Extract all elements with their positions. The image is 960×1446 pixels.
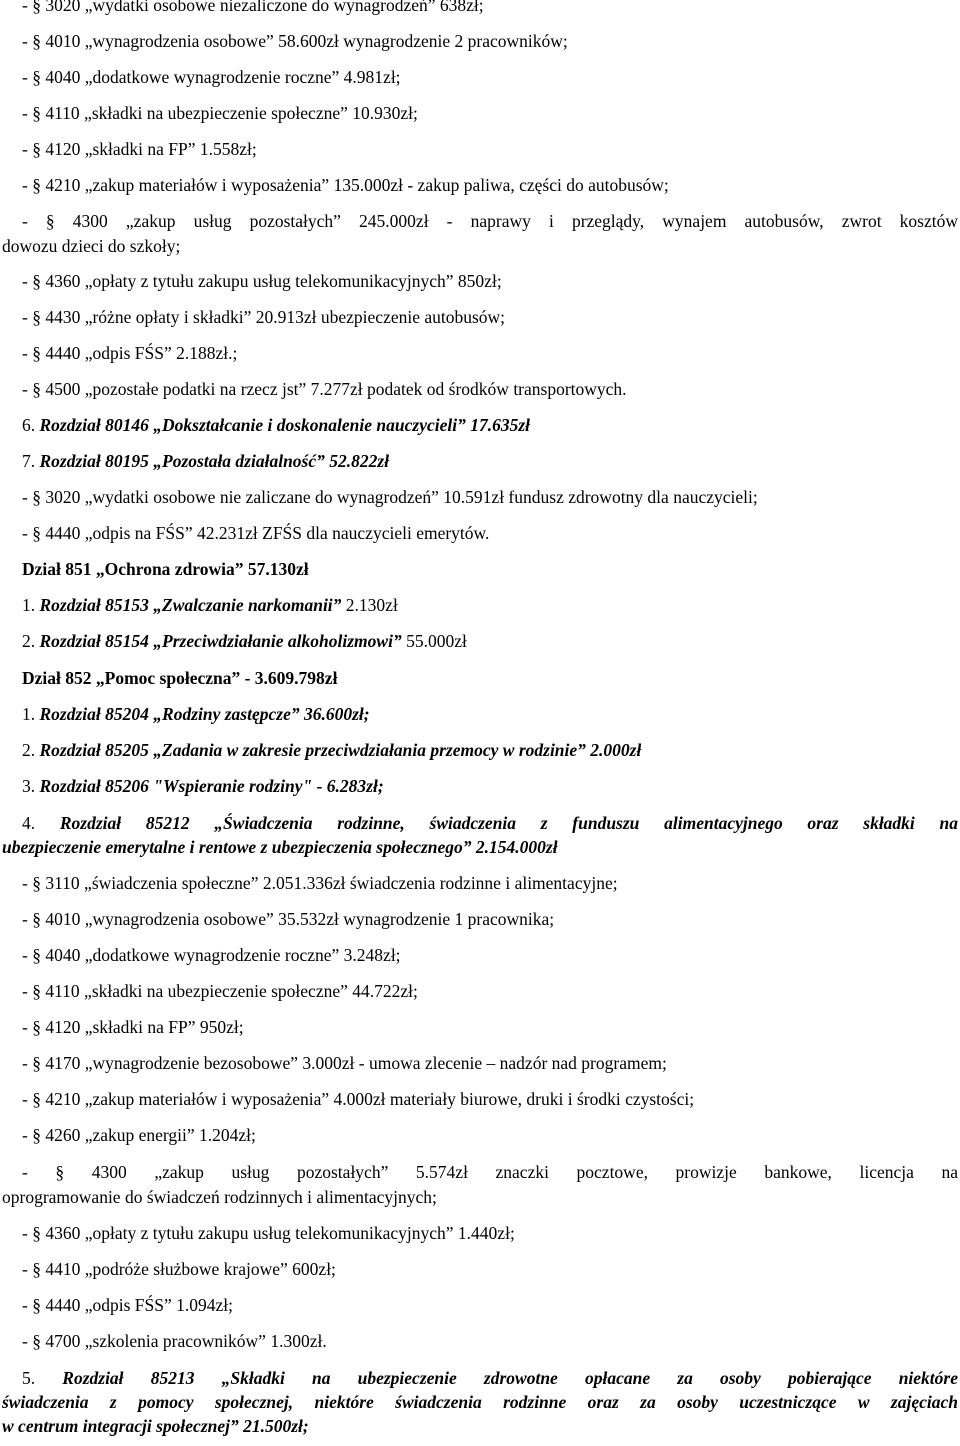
text-line: - § 4440 „odpis FŚS” 1.094zł; <box>22 1295 233 1315</box>
heading-continuation: świadczenia z pomocy społecznej, niektóre świadczenia rodzinne oraz za osoby uczestniczące w zajęciach <box>2 1392 958 1412</box>
text-line: - § 3020 „wydatki osobowe niezaliczone do wynagrodzeń” 638zł; <box>22 0 484 15</box>
heading-continuation: ubezpieczenie emerytalne i rentowe z ubezpieczenia społecznego” 2.154.000zł <box>2 837 558 857</box>
text-line: - § 4210 „zakup materiałów i wyposażenia” 135.000zł - zakup paliwa, części do autobusów; <box>22 175 669 195</box>
heading-amount: 2.130zł <box>341 595 398 615</box>
heading-title: Rozdział 85213 „Składki na ubezpieczenie zdrowotne opłacane za osoby pobierające niektóre <box>62 1368 958 1388</box>
heading-number: 1. <box>22 595 40 615</box>
heading-title: Rozdział 85205 „Zadania w zakresie przeciwdziałania przemocy w rodzinie” 2.000zł <box>39 740 642 760</box>
text-line: - § 4110 „składki na ubezpieczenie społeczne” 44.722zł; <box>22 981 418 1001</box>
text-line: - § 4700 „szkolenia pracowników” 1.300zł. <box>22 1331 327 1351</box>
heading-number: 2. <box>22 740 40 760</box>
heading-number: 6. <box>22 415 40 435</box>
text-line: - § 4500 „pozostałe podatki na rzecz jst” 7.277zł podatek od środków transportowych. <box>22 379 627 399</box>
text-line: - § 4440 „odpis na FŚS” 42.231zł ZFŚS dla nauczycieli emerytów. <box>22 523 490 543</box>
text-line: - § 4360 „opłaty z tytułu zakupu usług telekomunikacyjnych” 1.440zł; <box>22 1223 515 1243</box>
heading-number: 4. <box>22 813 60 833</box>
text-line: - § 3020 „wydatki osobowe nie zaliczane do wynagrodzeń” 10.591zł fundusz zdrowotny dla nauczycieli; <box>22 487 758 507</box>
section-heading <box>0 702 960 726</box>
heading-amount: 55.000zł <box>401 631 467 651</box>
heading-number: 2. <box>22 631 40 651</box>
section-heading <box>0 629 960 653</box>
text-line: - § 4430 „różne opłaty i składki” 20.913zł ubezpieczenie autobusów; <box>22 307 506 327</box>
text-line: - § 4410 „podróże służbowe krajowe” 600zł; <box>22 1259 336 1279</box>
text-line: - § 3110 „świadczenia społeczne” 2.051.336zł świadczenia rodzinne i alimentacyjne; <box>22 873 618 893</box>
heading-title: Rozdział 80195 „Pozostała działalność” 52.822zł <box>39 451 390 471</box>
section-heading <box>0 449 960 473</box>
text-line: - § 4120 „składki na FP” 950zł; <box>22 1017 244 1037</box>
section-heading <box>0 1366 960 1390</box>
text-line: - § 4110 „składki na ubezpieczenie społeczne” 10.930zł; <box>22 103 418 123</box>
section-heading <box>0 774 960 798</box>
text-line: - § 4010 „wynagrodzenia osobowe” 58.600zł wynagrodzenie 2 pracowników; <box>22 31 568 51</box>
heading-title: Rozdział 85153 „Zwalczanie narkomanii” <box>39 595 342 615</box>
heading-title: Rozdział 85154 „Przeciwdziałanie alkoholizmowi” <box>39 631 402 651</box>
section-heading <box>0 811 960 835</box>
text-line: - § 4040 „dodatkowe wynagrodzenie roczne” 4.981zł; <box>22 67 401 87</box>
heading-title: Rozdział 85206 "Wspieranie rodziny" - 6.283zł; <box>39 776 384 796</box>
text-line: - § 4210 „zakup materiałów i wyposażenia” 4.000zł materiały biurowe, druki i środki czystości; <box>22 1089 695 1109</box>
department-heading: Dział 852 „Pomoc społeczna” - 3.609.798zł <box>22 668 338 688</box>
text-line: dowozu dzieci do szkoły; <box>2 236 181 256</box>
text-line: - § 4170 „wynagrodzenie bezosobowe” 3.000zł - umowa zlecenie – nadzór nad programem; <box>22 1053 667 1073</box>
text-line: - § 4300 „zakup usług pozostałych” 245.000zł - naprawy i przeglądy, wynajem autobusów, zwrot kosztów <box>22 211 958 231</box>
department-heading: Dział 851 „Ochrona zdrowia” 57.130zł <box>22 559 309 579</box>
text-line: - § 4360 „opłaty z tytułu zakupu usług telekomunikacyjnych” 850zł; <box>22 271 502 291</box>
text-line: oprogramowanie do świadczeń rodzinnych i alimentacyjnych; <box>2 1187 437 1207</box>
text-line: - § 4120 „składki na FP” 1.558zł; <box>22 139 257 159</box>
text-line: - § 4300 „zakup usług pozostałych” 5.574zł znaczki pocztowe, prowizje bankowe, licencja na <box>22 1162 958 1182</box>
heading-number: 3. <box>22 776 40 796</box>
heading-number: 7. <box>22 451 40 471</box>
heading-title: Rozdział 85212 „Świadczenia rodzinne, świadczenia z funduszu alimentacyjnego oraz składki na <box>59 813 958 833</box>
heading-title: Rozdział 80146 „Dokształcanie i doskonalenie nauczycieli” 17.635zł <box>39 415 531 435</box>
heading-number: 5. <box>22 1368 63 1388</box>
heading-continuation: w centrum integracji społecznej” 21.500zł; <box>2 1416 309 1436</box>
text-line: - § 4260 „zakup energii” 1.204zł; <box>22 1125 256 1145</box>
text-line: - § 4040 „dodatkowe wynagrodzenie roczne” 3.248zł; <box>22 945 401 965</box>
section-heading <box>0 413 960 437</box>
section-heading <box>0 738 960 762</box>
heading-title: Rozdział 85204 „Rodziny zastępcze” 36.600zł; <box>39 704 370 724</box>
section-heading <box>0 593 960 617</box>
text-line: - § 4440 „odpis FŚS” 2.188zł.; <box>22 343 238 363</box>
heading-number: 1. <box>22 704 40 724</box>
text-line: - § 4010 „wynagrodzenia osobowe” 35.532zł wynagrodzenie 1 pracownika; <box>22 909 555 929</box>
